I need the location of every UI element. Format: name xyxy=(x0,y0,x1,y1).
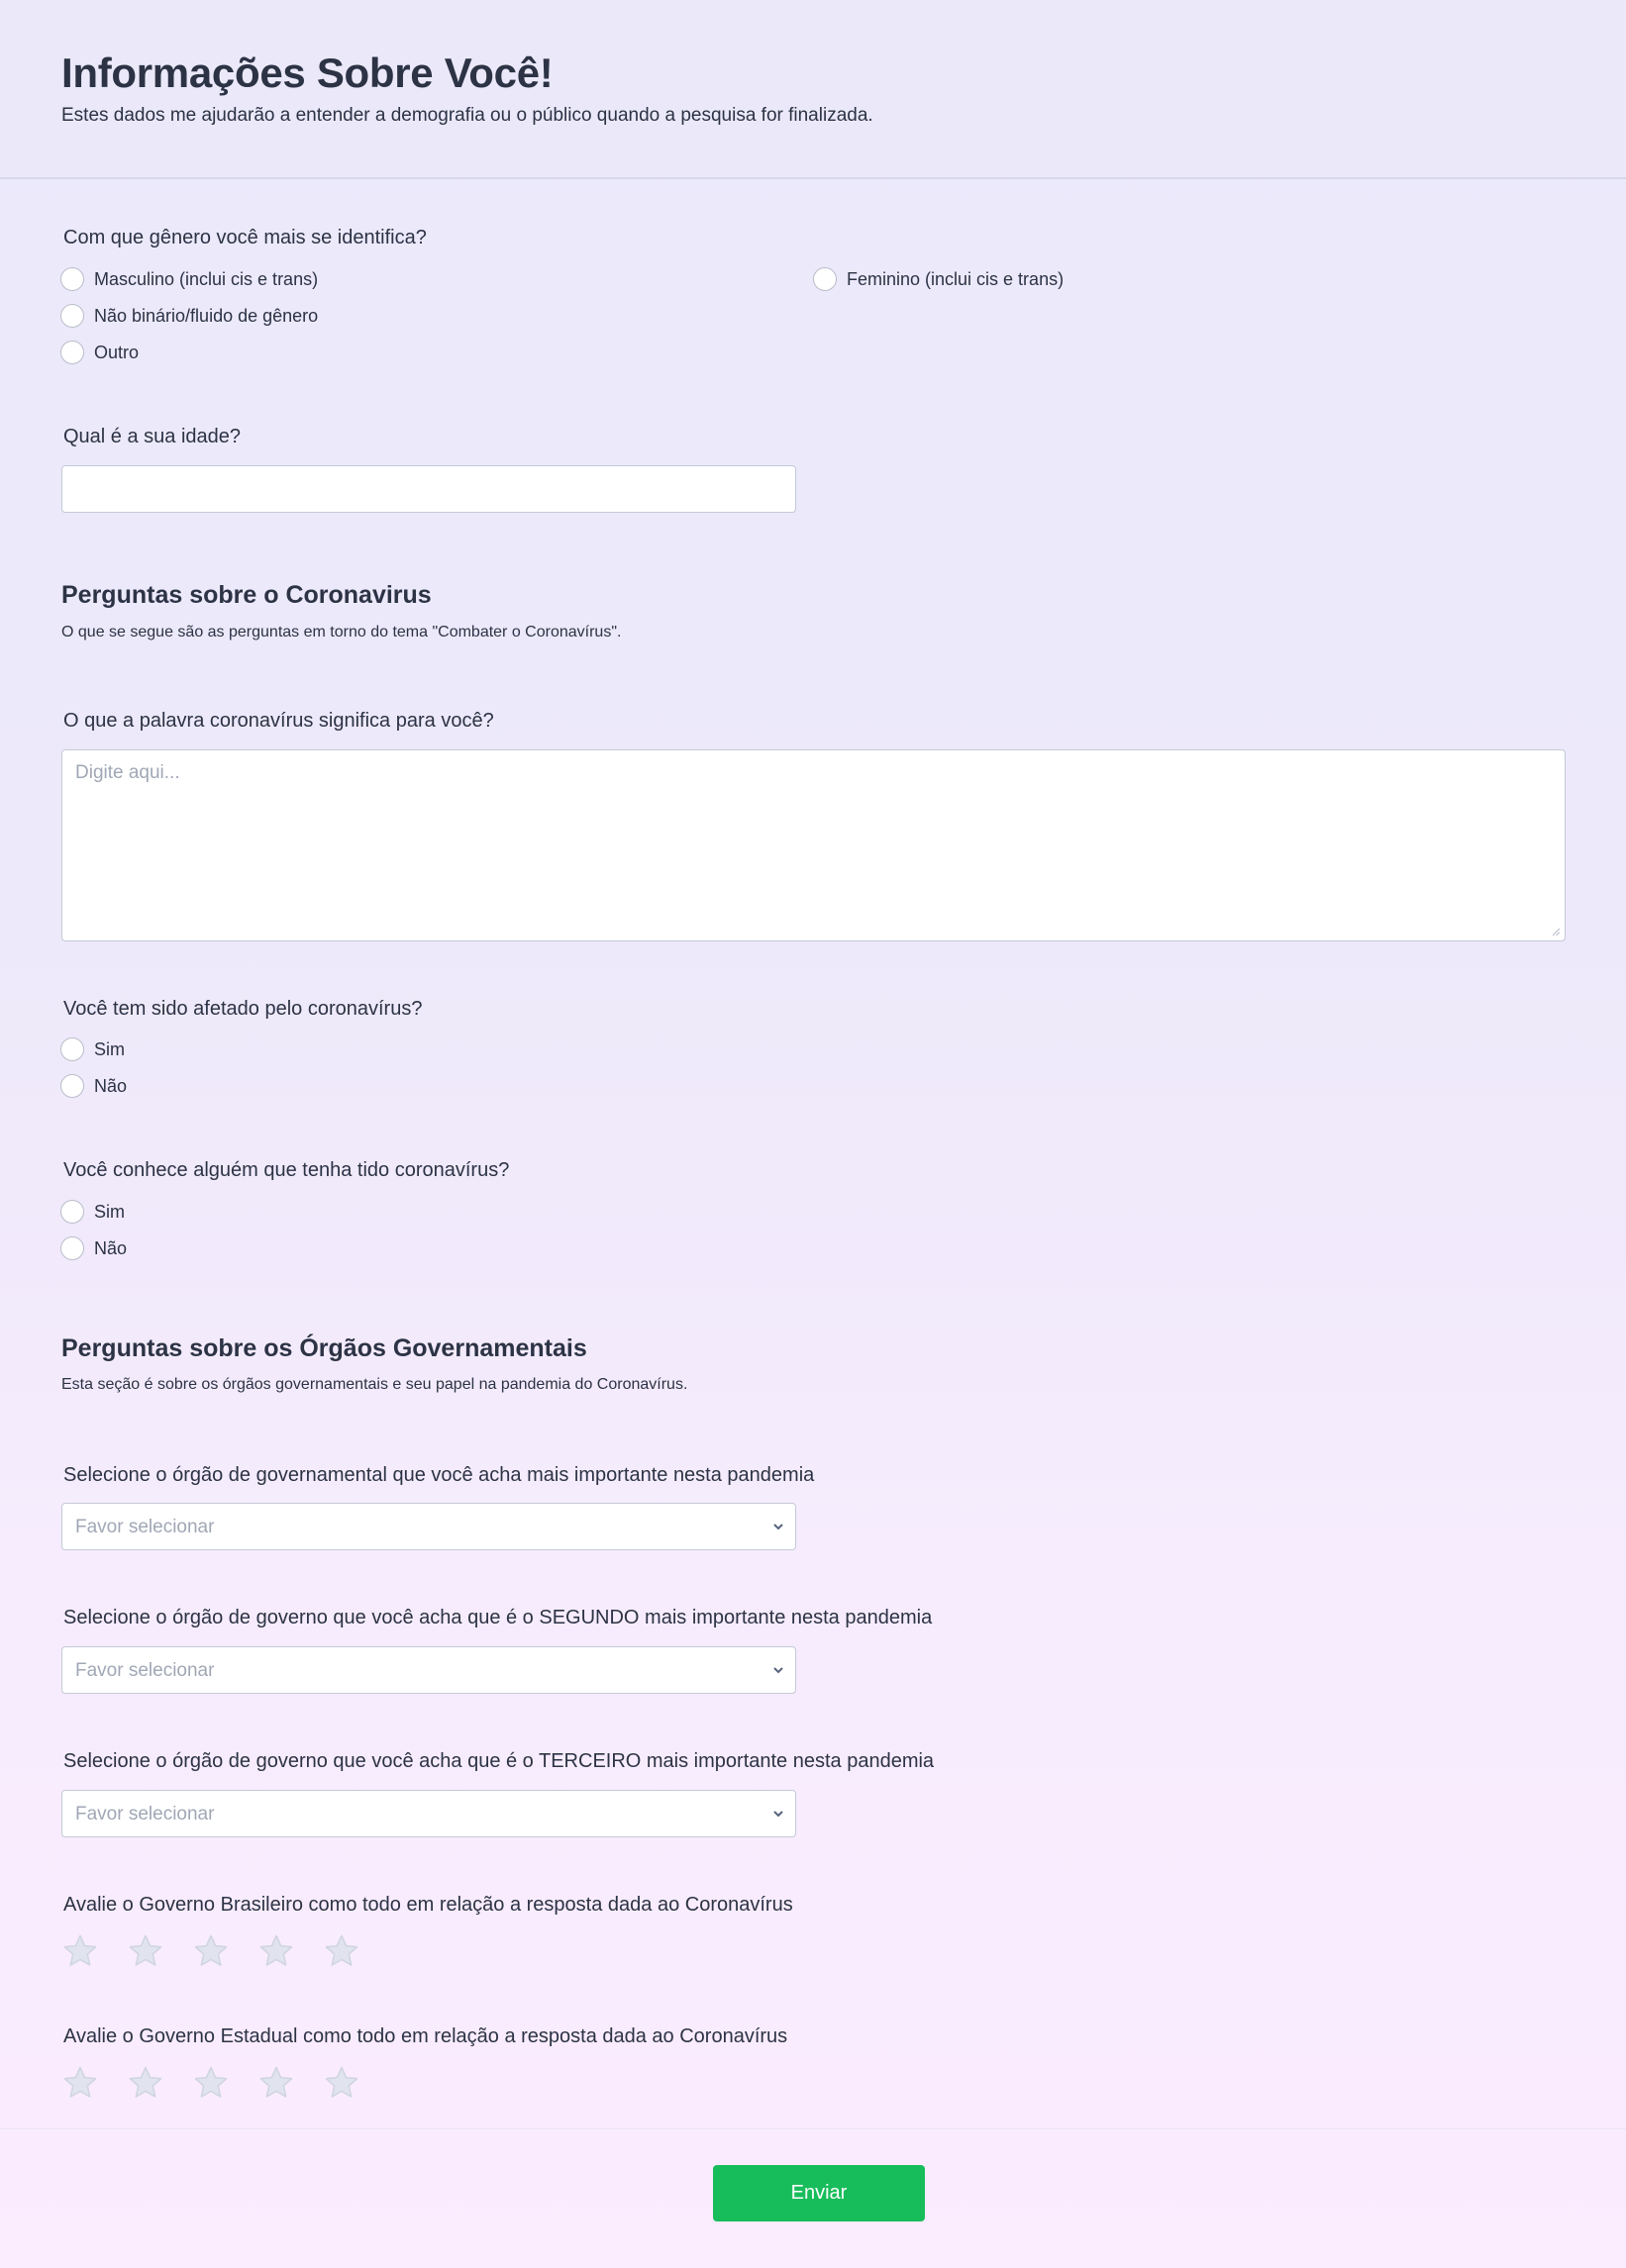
rating1-stars xyxy=(61,1932,388,1970)
star-icon[interactable] xyxy=(257,1932,295,1970)
affected-option-no[interactable] xyxy=(60,1073,127,1099)
select-placeholder: Favor selecionar xyxy=(75,1517,215,1537)
star-icon[interactable] xyxy=(323,1932,360,1970)
radio-button[interactable] xyxy=(60,1074,84,1098)
star-icon[interactable] xyxy=(127,1932,164,1970)
meaning-textarea[interactable] xyxy=(61,749,1566,941)
page-subtitle: Estes dados me ajudarão a entender a demografia ou o público quando a pesquisa for finalizada. xyxy=(61,105,873,126)
chevron-down-icon xyxy=(771,1663,785,1677)
radio-button[interactable] xyxy=(60,1200,84,1224)
corona-section-title: Perguntas sobre o Coronavirus xyxy=(61,581,432,609)
affected-option-yes[interactable] xyxy=(60,1036,125,1062)
star-icon[interactable] xyxy=(323,2064,360,2102)
star-icon[interactable] xyxy=(61,2064,99,2102)
select3-dropdown[interactable] xyxy=(61,1790,796,1837)
radio-button[interactable] xyxy=(813,267,837,291)
radio-button[interactable] xyxy=(60,267,84,291)
radio-label: Não binário/fluido de gênero xyxy=(94,305,319,326)
chevron-down-icon xyxy=(771,1520,785,1533)
gender-option-female[interactable] xyxy=(813,266,1064,292)
gov-section-title: Perguntas sobre os Órgãos Governamentais xyxy=(61,1334,587,1362)
meaning-question-label: O que a palavra coronavírus significa para você? xyxy=(63,710,494,732)
footer-divider xyxy=(0,2128,1626,2129)
star-icon[interactable] xyxy=(61,1932,99,1970)
gender-question-label: Com que gênero você mais se identifica? xyxy=(63,227,427,248)
affected-question-label: Você tem sido afetado pelo coronavírus? xyxy=(63,998,423,1020)
radio-label: Masculino (inclui cis e trans) xyxy=(94,268,319,289)
select3-question-label: Selecione o órgão de governo que você acha que é o TERCEIRO mais importante nesta pandemia xyxy=(63,1750,935,1772)
gender-option-other[interactable] xyxy=(60,340,139,365)
radio-label: Não xyxy=(94,1075,128,1096)
knows-question-label: Você conhece alguém que tenha tido coronavírus? xyxy=(63,1159,510,1181)
gov-section-description: Esta seção é sobre os órgãos governamentais e seu papel na pandemia do Coronavírus. xyxy=(61,1376,688,1393)
select1-question-label: Selecione o órgão de governamental que você acha mais importante nesta pandemia xyxy=(63,1464,815,1486)
radio-label: Sim xyxy=(94,1038,125,1059)
star-icon[interactable] xyxy=(192,2064,230,2102)
age-question-label: Qual é a sua idade? xyxy=(63,426,242,447)
select-placeholder: Favor selecionar xyxy=(75,1804,215,1824)
radio-button[interactable] xyxy=(60,1236,84,1260)
radio-label: Outro xyxy=(94,342,140,362)
page-title: Informações Sobre Você! xyxy=(61,49,554,96)
radio-button[interactable] xyxy=(60,304,84,328)
gender-option-male[interactable] xyxy=(60,266,318,292)
star-icon[interactable] xyxy=(127,2064,164,2102)
select1-dropdown[interactable] xyxy=(61,1503,796,1550)
corona-section-description: O que se segue são as perguntas em torno do tema "Combater o Coronavírus". xyxy=(61,624,622,641)
radio-label: Não xyxy=(94,1237,128,1258)
star-icon[interactable] xyxy=(257,2064,295,2102)
select-placeholder: Favor selecionar xyxy=(75,1660,215,1681)
rating2-stars xyxy=(61,2064,388,2102)
knows-option-yes[interactable] xyxy=(60,1199,125,1225)
radio-label: Feminino (inclui cis e trans) xyxy=(847,268,1065,289)
age-input[interactable] xyxy=(61,465,796,513)
form-header xyxy=(0,0,1626,179)
gender-option-nonbinary[interactable] xyxy=(60,303,318,329)
rating1-question-label: Avalie o Governo Brasileiro como todo em relação a resposta dada ao Coronavírus xyxy=(63,1894,793,1916)
submit-button[interactable]: Enviar xyxy=(713,2165,925,2221)
radio-button[interactable] xyxy=(60,1037,84,1061)
radio-label: Sim xyxy=(94,1201,125,1222)
select2-dropdown[interactable] xyxy=(61,1646,796,1694)
select2-question-label: Selecione o órgão de governo que você acha que é o SEGUNDO mais importante nesta pandemia xyxy=(63,1607,933,1628)
resize-grip-icon[interactable] xyxy=(1551,927,1561,937)
chevron-down-icon xyxy=(771,1807,785,1821)
star-icon[interactable] xyxy=(192,1932,230,1970)
rating2-question-label: Avalie o Governo Estadual como todo em relação a resposta dada ao Coronavírus xyxy=(63,2025,788,2047)
knows-option-no[interactable] xyxy=(60,1235,127,1261)
radio-button[interactable] xyxy=(60,341,84,364)
